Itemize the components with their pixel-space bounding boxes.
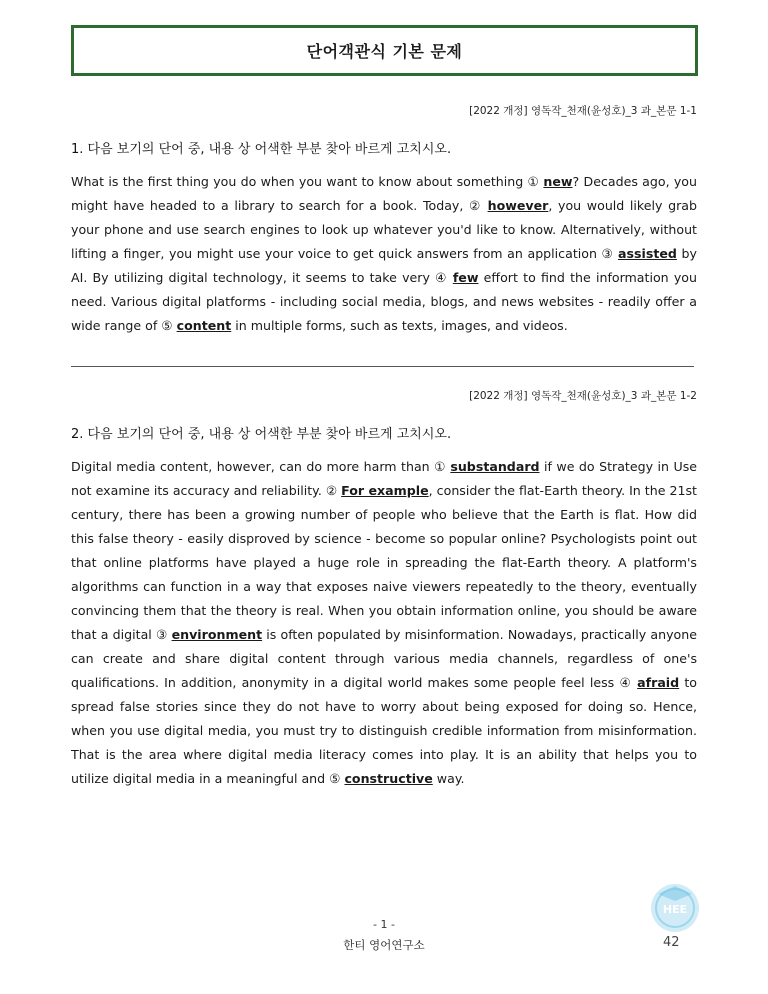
footer-publisher: 한티 영어연구소 — [343, 938, 425, 952]
divider-line — [71, 366, 694, 367]
q1-passage — [71, 170, 697, 338]
answer-choice-word: environment — [171, 627, 263, 642]
passage-text: way. — [432, 771, 465, 786]
answer-choice-word: substandard — [450, 459, 540, 474]
passage-text: in multiple forms, such as texts, images, and videos. — [231, 318, 568, 333]
passage-text: What is the first thing you do when you want to know about something ① — [71, 174, 544, 189]
passage-text: ? Decades ago, you might have headed to a library to search for a book. Today, ② — [71, 174, 697, 213]
answer-choice-word: afraid — [637, 675, 680, 690]
answer-choice-word: constructive — [344, 771, 433, 786]
passage-text: if we do Strategy in Use not examine its accuracy and reliability. ② — [71, 459, 698, 498]
page-number: - 1 - — [373, 918, 395, 931]
q1-source: [2022 개정] 영독작_천재(윤성호)_3 과_본문 1-1 — [469, 105, 697, 117]
q1-prompt: 1. 다음 보기의 단어 중, 내용 상 어색한 부분 찾아 바르게 고치시오. — [71, 142, 452, 157]
passage-text: Digital media content, however, can do more harm than ① — [71, 459, 451, 474]
page-title: 단어객관식 기본 문제 — [306, 42, 463, 61]
passage-text: to spread false stories since they do not have to worry about being exposed for doing so. Hence, when you use digital media, you must try to distinguish credible information from misinformation. That is the area where digital media literacy comes into play. It is an ability that helps you to utilize digital media in a meaningful and ⑤ — [71, 675, 697, 786]
title-box — [71, 25, 698, 76]
passage-text: , you would likely grab your phone and use search engines to look up whatever you'd like to know. Alternatively, without lifting a finger, you might use your voice to get quick answers from an application ③ — [71, 198, 698, 261]
logo-text: HEE — [662, 903, 688, 916]
answer-choice-word: new — [543, 174, 573, 189]
answer-choice-word: few — [452, 270, 479, 285]
passage-text: is often populated by misinformation. Nowadays, practically anyone can create and share digital content through various media channels, regardless of one's qualifications. In addition, anonymity in a digital world makes some people feel less ④ — [71, 627, 697, 690]
q2-passage — [71, 455, 697, 791]
q2-source: [2022 개정] 영독작_천재(윤성호)_3 과_본문 1-2 — [469, 390, 697, 402]
page-count: 42 — [663, 935, 680, 950]
answer-choice-word: For example — [341, 483, 429, 498]
answer-choice-word: however — [487, 198, 549, 213]
passage-text: , consider the flat-Earth theory. In the 21st century, there has been a growing number of people who believe that the Earth is flat. How did this false theory - easily disproved by science - become so popular online? Psychologists point out that online platforms have played a huge role in spreading the flat-Earth theory. A platform's algorithms can function in a way that exposes naive viewers repeatedly to the theory, eventually convincing them that the theory is real. When you obtain information online, you should be aware that a digital ③ — [71, 483, 697, 642]
passage-text: effort to find the information you need. Various digital platforms - including social media, blogs, and news websites - readily offer a wide range of ⑤ — [71, 270, 697, 333]
q2-prompt: 2. 다음 보기의 단어 중, 내용 상 어색한 부분 찾아 바르게 고치시오. — [71, 427, 452, 442]
answer-choice-word: assisted — [618, 246, 677, 261]
passage-text: by AI. By utilizing digital technology, it seems to take very ④ — [71, 246, 697, 285]
answer-choice-word: content — [176, 318, 232, 333]
